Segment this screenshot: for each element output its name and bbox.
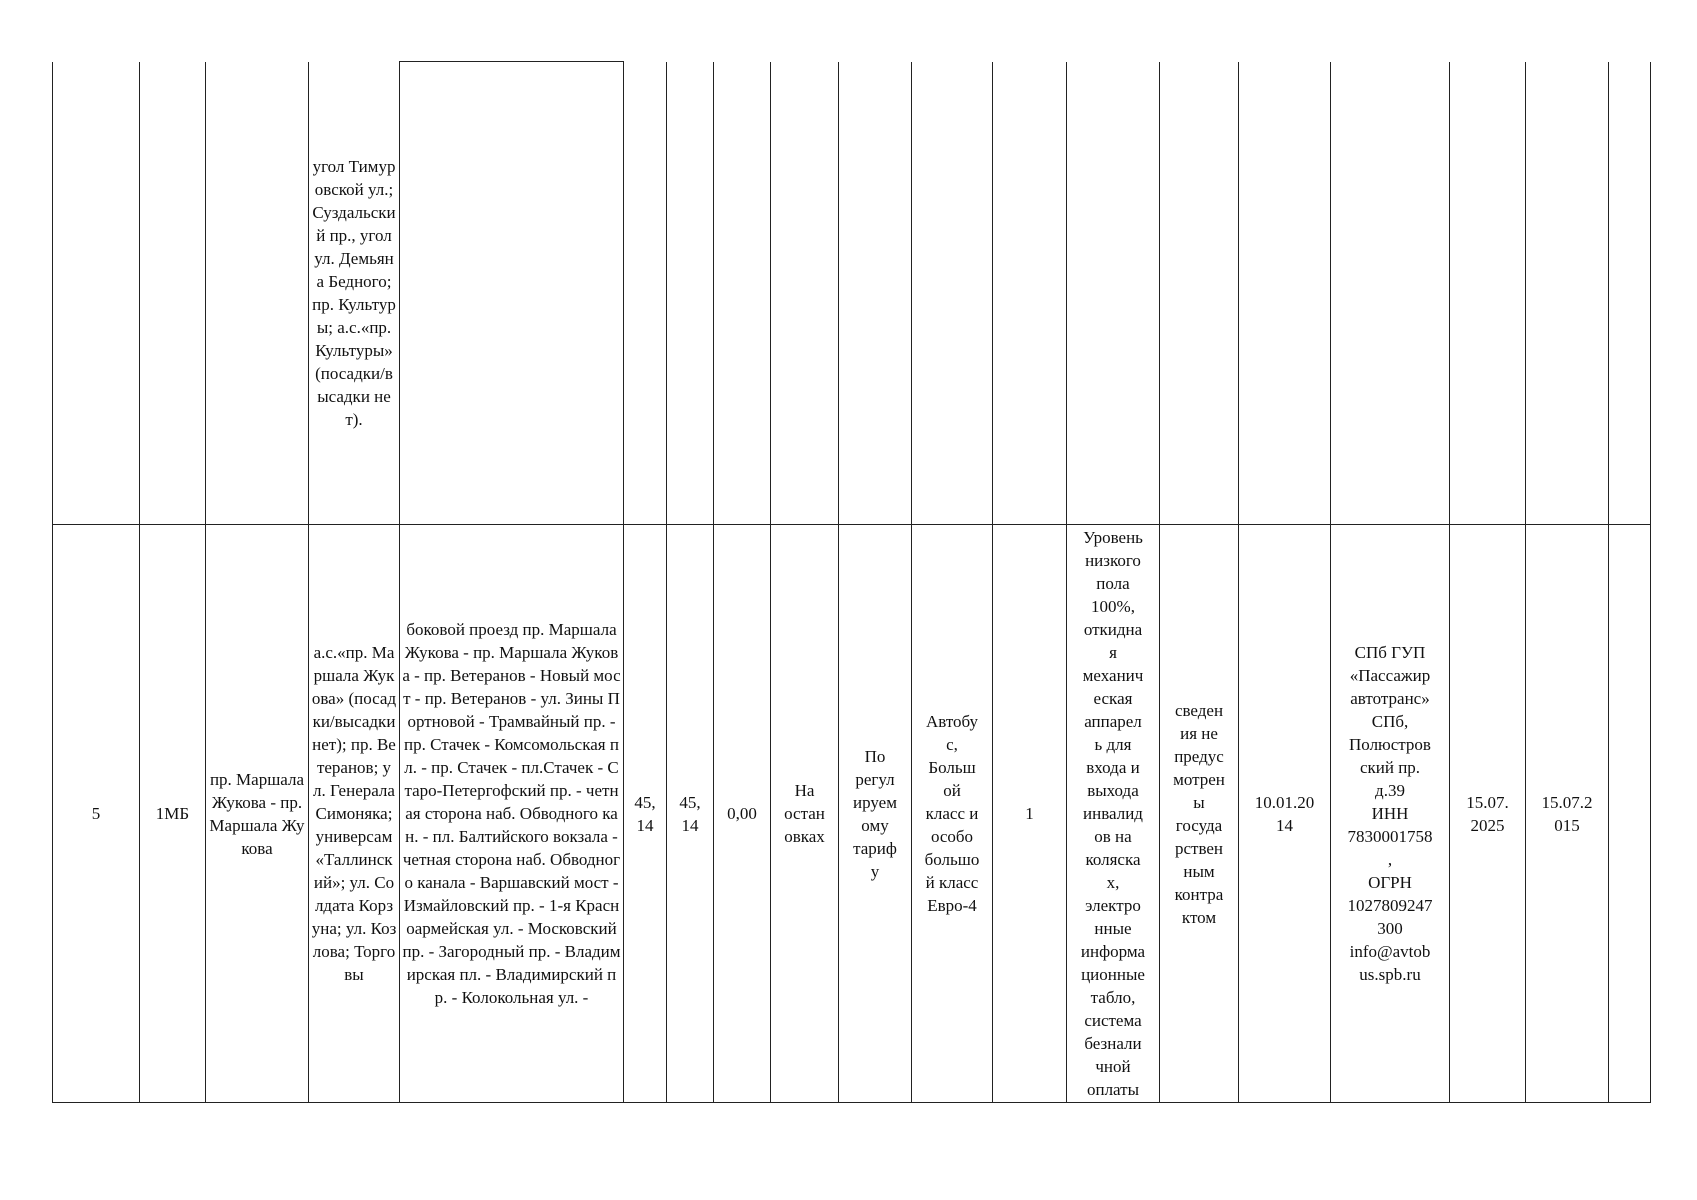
cell-tariff: По регул ируем ому тариф у [839, 525, 912, 1103]
cell-date-b: 15.07.2 015 [1526, 525, 1609, 1103]
cell-number: 5 [53, 525, 140, 1103]
cell-vehicle-class: Автобу с, Больш ой класс и особо большо й класс Евро-4 [912, 525, 993, 1103]
cell-vehicle-features: Уровень низкого пола 100%, откидна я механич еская аппарел ь для входа и выхода инвалид ов на коляска х, электро нные информа ционные табло, система безнали чной оплаты [1067, 525, 1160, 1103]
cell-extra-continued [1609, 62, 1651, 525]
cell-contract: сведен ия не предус мотрен ы госуда рствен ным контра ктом [1160, 525, 1239, 1103]
cell-vehicle-features-continued [1067, 62, 1160, 525]
route-row [53, 525, 1651, 1103]
cell-carrier: СПб ГУП «Пассажир автотранс» СПб, Полюстров ский пр. д.39 ИНН 7830001758 , ОГРН 1027809247 300 info@avtob us.spb.ru [1331, 525, 1450, 1103]
cell-route-code: 1МБ [140, 525, 206, 1103]
cell-path-continued [400, 62, 624, 525]
cell-date-b-continued [1526, 62, 1609, 525]
cell-number-continued [53, 62, 140, 525]
cell-extra [1609, 525, 1651, 1103]
cell-date-a-continued [1450, 62, 1526, 525]
cell-start-date-continued [1239, 62, 1331, 525]
cell-stop-order-continued [771, 62, 839, 525]
cell-length-backward: 45, 14 [667, 525, 714, 1103]
cell-length-extra-continued [714, 62, 771, 525]
cell-vehicle-class-continued [912, 62, 993, 525]
cell-stops-continued: угол Тимуровской ул.; Суздальский пр., угол ул. Демьяна Бедного; пр. Культуры; а.с.«пр. Культуры» (посадки/высадки нет). [309, 62, 400, 525]
routes-table [52, 61, 1651, 1103]
cell-vehicle-count-continued [993, 62, 1067, 525]
continuation-row [53, 62, 1651, 525]
cell-contract-continued [1160, 62, 1239, 525]
cell-stop-order: На остан овках [771, 525, 839, 1103]
cell-length-backward-continued [667, 62, 714, 525]
cell-carrier-continued [1331, 62, 1450, 525]
cell-date-a: 15.07. 2025 [1450, 525, 1526, 1103]
cell-length-forward-continued [624, 62, 667, 525]
cell-route-name-continued [206, 62, 309, 525]
cell-path: боковой проезд пр. Маршала Жукова - пр. Маршала Жукова - пр. Ветеранов - Новый мост - пр. Ветеранов - ул. Зины Портновой - Трамвайный пр. - пр. Стачек - Комсомольская пл. - пр. Стачек - пл.Стачек - Старо-Петергофский пр. - четная сторона наб. Обводного кан. - пл. Балтийского вокзала - четная сторона наб. Обводного канала - Варшавский мост - Измайловский пр. - 1-я Красноармейская ул. - Московский пр. - Загородный пр. - Владимирская пл. - Владимирский пр. - Колокольная ул. - [400, 525, 624, 1103]
cell-route-name: пр. Маршала Жукова - пр. Маршала Жукова [206, 525, 309, 1103]
cell-tariff-continued [839, 62, 912, 525]
cell-start-date: 10.01.20 14 [1239, 525, 1331, 1103]
cell-length-extra: 0,00 [714, 525, 771, 1103]
cell-route-code-continued [140, 62, 206, 525]
cell-vehicle-count: 1 [993, 525, 1067, 1103]
cell-length-forward: 45, 14 [624, 525, 667, 1103]
cell-stops: а.с.«пр. Маршала Жукова» (посадки/высадки нет); пр. Ветеранов; ул. Генерала Симоняка; универсам «Таллинский»; ул. Солдата Корзуна; ул. Козлова; Торговы [309, 525, 400, 1103]
